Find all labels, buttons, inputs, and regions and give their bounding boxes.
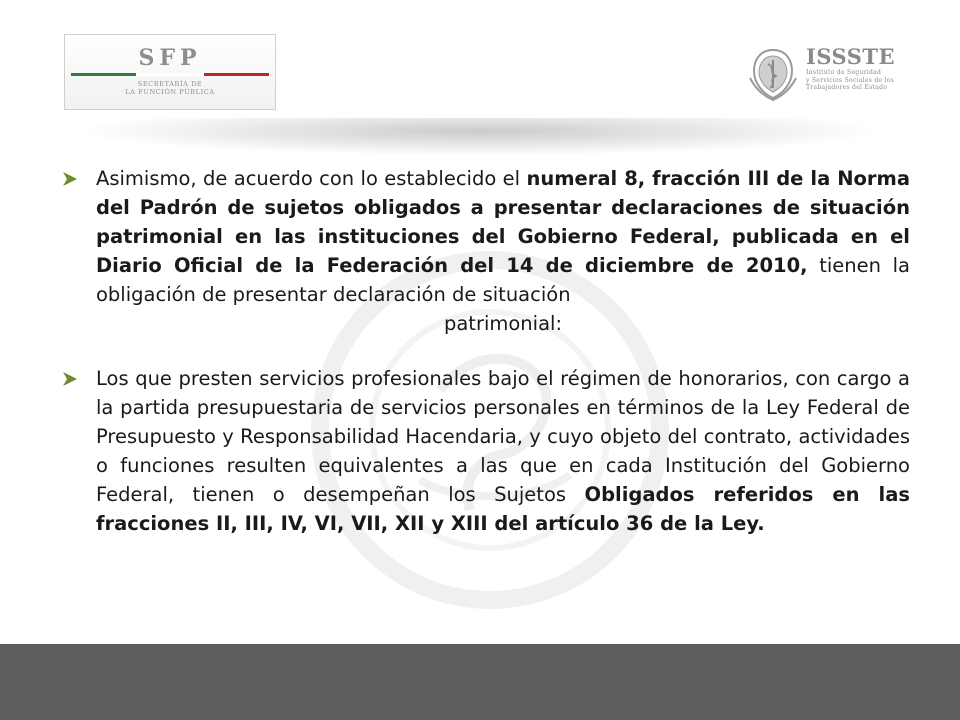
sfp-logo	[64, 34, 276, 110]
issste-subtitle-line3: Trabajadores del Estado	[806, 84, 888, 91]
issste-logo-subtitle	[806, 69, 918, 92]
sfp-flag-stripes	[71, 73, 269, 77]
header-divider-shadow	[80, 118, 880, 162]
sfp-subtitle-line2: LA FUNCIÓN PÚBLICA	[125, 88, 215, 96]
bullet-item-2	[60, 364, 910, 538]
arrow-bullet-icon	[62, 171, 78, 187]
footer-bar	[0, 644, 960, 720]
issste-emblem-icon	[746, 44, 800, 102]
issste-subtitle-line1: Instituto de Seguridad	[806, 69, 882, 76]
item-1-bold-text: numeral 8, fracción III de la Norma del Padrón de sujetos obligados a presentar declaraciones de situación patrimonial en las instituciones del Gobierno Federal, publicada en el Diario Oficial de la Federación del 14 de diciembre de 2010,	[96, 167, 911, 277]
sfp-subtitle-line1: SECRETARÍA DE	[137, 80, 203, 88]
sfp-logo-subtitle	[65, 80, 275, 96]
item-1-text: Asimismo, de acuerdo con lo establecido el	[96, 167, 527, 190]
sfp-logo-title: SFP	[138, 45, 202, 71]
item-2-bold-text: Obligados referidos en las fracciones II, III, IV, VI, VII, XII y XIII del artículo 36 de la Ley.	[96, 483, 910, 535]
item-2-text: Los que presten servicios profesionales bajo el régimen de honorarios, con cargo a la partida presupuestaria de servicios personales en términos de la Ley Federal de Presupuesto y Responsabilidad Hacendaria, y cuyo objeto del contrato, actividades o funciones resulten equivalentes a las que en cada Institución del Gobierno Federal, tienen o desempeñan los Sujetos	[96, 367, 910, 506]
item-1-text-continued: tienen la obligación de presentar declaración de situación	[96, 254, 910, 306]
bullet-item-1	[60, 164, 910, 338]
issste-logo-title: ISSSTE	[806, 44, 896, 69]
issste-logo	[746, 42, 916, 112]
item-1-text-tail: patrimonial:	[443, 312, 563, 335]
arrow-bullet-icon	[62, 371, 78, 387]
slide-body	[60, 164, 910, 538]
issste-subtitle-line2: y Servicios Sociales de los	[806, 76, 895, 84]
